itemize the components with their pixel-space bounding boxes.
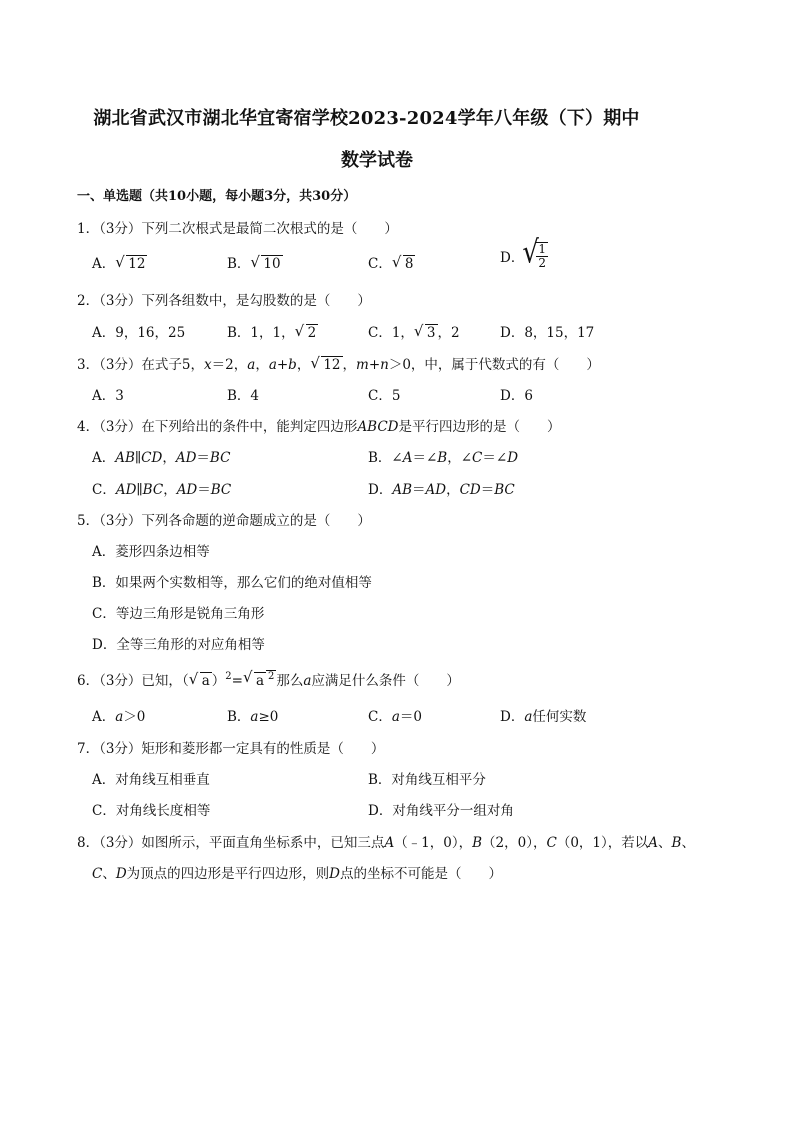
question-2-option-a: A．9，16，25 xyxy=(92,325,186,341)
question-1-option-d: D． √ $\frac{1}{2}$ xyxy=(500,242,548,270)
question-2-stem: 2．（3分）下列各组数中，是勾股数的是（ ） xyxy=(77,293,371,309)
question-1-option-a: A．√ 12 xyxy=(92,252,147,272)
question-6-stem: 6．（3分）已知，（√ a ）$^2$=√ a $^2$ 那么a应满足什么条件（ ） xyxy=(77,669,460,689)
question-7-option-d: D．对角线平分一组对角 xyxy=(368,803,514,819)
question-2-option-c: C．1，√ 3 ，2 xyxy=(368,321,460,341)
question-3-option-a: A．3 xyxy=(92,388,124,404)
question-5-option-b: B．如果两个实数相等，那么它们的绝对值相等 xyxy=(92,575,372,591)
question-2-option-d: D．8，15，17 xyxy=(500,325,595,341)
question-7-stem: 7．（3分）矩形和菱形都一定具有的性质是（ ） xyxy=(77,741,385,757)
question-1-stem: 1．（3分）下列二次根式是最简二次根式的是（ ） xyxy=(77,221,398,237)
question-8-stem-line1: 8．（3分）如图所示，平面直角坐标系中，已知三点A（﹣1，0），B（2，0），C（0，1），若以A、B、 xyxy=(77,835,695,851)
question-4-option-b: B．∠A＝∠B，∠C＝∠D xyxy=(368,450,519,466)
question-4-option-c: C．AD∥BC，AD＝BC xyxy=(92,482,232,498)
question-3-option-d: D．6 xyxy=(500,388,533,404)
question-5-option-c: C．等边三角形是锐角三角形 xyxy=(92,606,265,622)
question-5-option-d: D．全等三角形的对应角相等 xyxy=(92,637,265,653)
question-4-option-d: D．AB＝AD，CD＝BC xyxy=(368,482,515,498)
question-3-stem: 3．（3分）在式子5，x＝2，a，a+b，√ 12 ，m+n＞0，中，属于代数式的有（ ） xyxy=(77,353,600,373)
question-7-option-b: B．对角线互相平分 xyxy=(368,772,486,788)
question-6-option-b: B．a≥0 xyxy=(227,709,279,725)
question-6-option-a: A．a＞0 xyxy=(92,709,146,725)
question-6-option-d: D．a任何实数 xyxy=(500,709,587,725)
exam-title-line1: 湖北省武汉市湖北华宜寄宿学校2023-2024学年八年级（下）期中 xyxy=(93,108,640,129)
question-4-option-a: A．AB∥CD，AD＝BC xyxy=(92,450,231,466)
question-7-option-c: C．对角线长度相等 xyxy=(92,803,211,819)
question-5-option-a: A．菱形四条边相等 xyxy=(92,544,210,560)
exam-title-line2: 数学试卷 xyxy=(341,150,413,171)
question-2-option-b: B．1，1，√ 2 xyxy=(227,321,318,341)
question-3-option-b: B．4 xyxy=(227,388,260,404)
question-4-stem: 4．（3分）在下列给出的条件中，能判定四边形ABCD是平行四边形的是（ ） xyxy=(77,419,561,435)
question-5-stem: 5．（3分）下列各命题的逆命题成立的是（ ） xyxy=(77,513,371,529)
question-8-stem-line2: C、D为顶点的四边形是平行四边形，则D点的坐标不可能是（ ） xyxy=(92,866,502,882)
section-heading: 一、单选题（共10小题，每小题3分，共30分） xyxy=(77,189,357,204)
question-3-option-c: C．5 xyxy=(368,388,401,404)
question-1-option-c: C．√ 8 xyxy=(368,252,415,272)
question-1-option-b: B．√ 10 xyxy=(227,252,283,272)
question-6-option-c: C．a＝0 xyxy=(368,709,422,725)
question-7-option-a: A．对角线互相垂直 xyxy=(92,772,210,788)
